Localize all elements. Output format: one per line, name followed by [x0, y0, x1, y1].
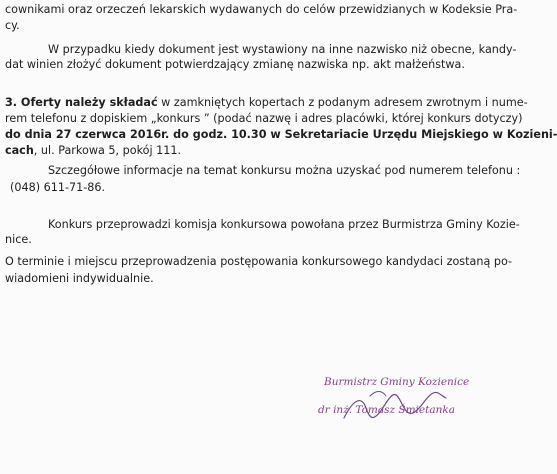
handwritten-signature	[340, 388, 450, 428]
paragraph-5-line-1: Konkurs przeprowadzi komisja konkursowa powołana przez Burmistrza Gminy Kozie-	[48, 218, 520, 231]
paragraph-5-line-2: nice.	[5, 233, 32, 246]
paragraph-3-line-4	[5, 144, 181, 158]
paragraph-1-line-2: cy.	[5, 19, 20, 32]
paragraph-3-line-1	[5, 96, 528, 110]
paragraph-6-line-1: O terminie i miejscu przeprowadzenia postępowania konkursowego kandydaci zostaną po-	[5, 255, 513, 268]
offers-heading: 3. Oferty należy składać	[5, 96, 158, 109]
paragraph-2-line-1: W przypadku kiedy dokument jest wystawiony na inne nazwisko niż obecne, kandy-	[48, 43, 517, 56]
stamp-title: Burmistrz Gminy Kozienice	[324, 376, 470, 388]
paragraph-6-line-2: wiadomieni indywidualnie.	[5, 272, 154, 285]
paragraph-4-line-1: Szczegółowe informacje na temat konkursu można uzyskać pod numerem telefonu :	[48, 164, 521, 177]
offers-text-1: w zamkniętych kopertach z podanym adresem zwrotnym i nume-	[157, 96, 528, 109]
stamp-name: dr inż. Tomasz Śmietanka	[318, 404, 455, 416]
paragraph-3-line-3	[5, 128, 557, 142]
phone-number: (048) 611-71-86.	[10, 181, 106, 194]
address-text: , ul. Parkowa 5, pokój 111.	[33, 144, 182, 157]
deadline-text-end: cach	[5, 144, 34, 157]
paragraph-1-line-1: cownikami oraz orzeczeń lekarskich wydawanych do celów przewidzianych w Kodeksie Pra-	[5, 3, 518, 16]
paragraph-2-line-2: dat winien złożyć dokument potwierdzający zmianę nazwiska np. akt małżeństwa.	[5, 58, 465, 71]
paragraph-3-line-2: rem telefonu z dopiskiem „konkurs ” (podać nazwę i adres placówki, której konkurs dotyczy)	[5, 112, 523, 125]
deadline-text: do dnia 27 czerwca 2016r. do godz. 10.30 w Sekretariacie Urzędu Miejskiego w Kozieni-	[5, 128, 557, 141]
